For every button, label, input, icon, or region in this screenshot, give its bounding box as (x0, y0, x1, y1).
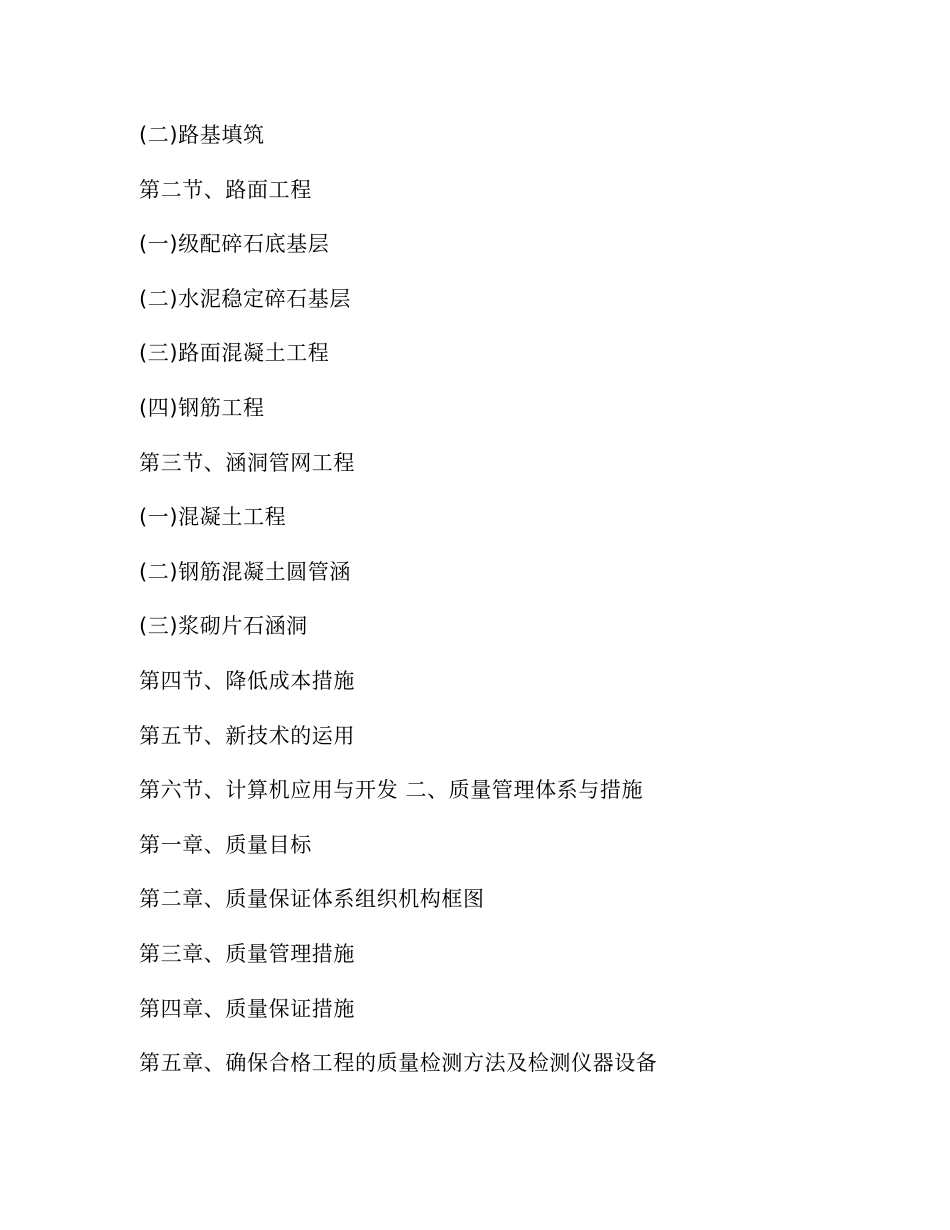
toc-line: 第一章、质量目标 (139, 832, 312, 857)
toc-line: 第六节、计算机应用与开发 二、质量管理体系与措施 (139, 778, 644, 803)
toc-line: 第三节、涵洞管网工程 (139, 450, 355, 475)
toc-line: (二)钢筋混凝土圆管涵 (139, 559, 351, 584)
toc-line: (二)水泥稳定碎石基层 (139, 286, 351, 311)
toc-line: 第三章、质量管理措施 (139, 941, 355, 966)
toc-line: (二)路基填筑 (139, 123, 265, 147)
toc-line: 第四节、降低成本措施 (139, 668, 355, 693)
toc-line: (一)级配碎石底基层 (139, 232, 330, 257)
table-of-contents (139, 119, 657, 1102)
toc-line: 第二节、路面工程 (139, 177, 312, 202)
toc-line: 第五章、确保合格工程的质量检测方法及检测仪器设备 (139, 1051, 658, 1076)
toc-line: (三)路面混凝土工程 (139, 341, 330, 366)
toc-line: 第四章、质量保证措施 (139, 996, 355, 1021)
toc-line: (四)钢筋工程 (139, 395, 265, 420)
toc-line: 第五节、新技术的运用 (139, 723, 355, 748)
toc-line: (一)混凝土工程 (139, 505, 287, 530)
toc-line: 第二章、质量保证体系组织机构框图 (139, 887, 485, 912)
toc-line: (三)浆砌片石涵洞 (139, 614, 308, 639)
